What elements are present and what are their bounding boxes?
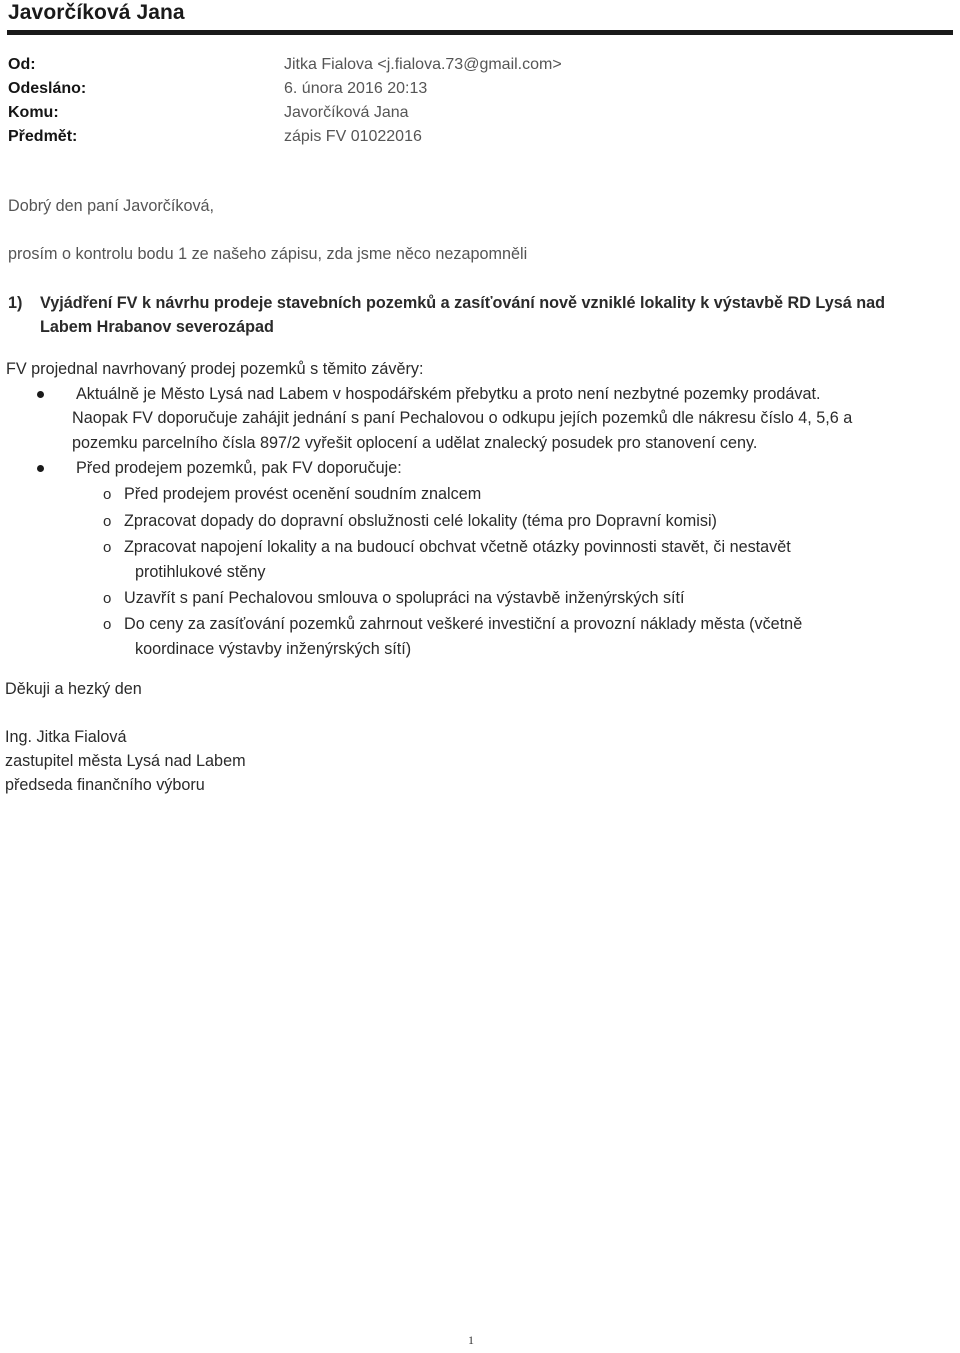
bullet-text-line: pozemku parcelního čísla 897/2 vyřešit oplocení a udělat znalecký posudek pro stanovení ceny. (72, 434, 758, 452)
to-label: Komu: (8, 104, 59, 121)
signature-name: Ing. Jitka Fialová (5, 728, 127, 746)
sub-item-text-line: Uzavřít s paní Pechalovou smlouva o spolupráci na výstavbě inženýrských sítí (124, 589, 685, 607)
signature-role: zastupitel města Lysá nad Labem (5, 752, 246, 770)
header-divider (7, 30, 953, 35)
sub-item-text-line: Zpracovat napojení lokality a na budoucí obchvat včetně otázky povinnosti stavět, či nestavět (124, 538, 791, 556)
agenda-item-title-line: Labem Hrabanov severozápad (40, 318, 274, 336)
sub-bullet-marker: o (103, 513, 112, 530)
from-value: Jitka Fialova <j.fialova.73@gmail.com> (284, 56, 562, 73)
bullet-marker (37, 391, 44, 398)
sub-bullet-marker: o (103, 539, 112, 556)
sub-bullet-marker: o (103, 486, 112, 503)
sub-item-text-line: protihlukové stěny (135, 563, 266, 581)
request-text: prosím o kontrolu bodu 1 ze našeho zápisu, zda jsme něco nezapomněli (8, 245, 528, 263)
greeting-text: Dobrý den paní Javorčíková, (8, 197, 215, 215)
to-row (8, 101, 908, 125)
agenda-item-number: 1) (8, 294, 23, 312)
bullet-text-line: Naopak FV doporučuje zahájit jednání s paní Pechalovou o odkupu jejích pozemků dle nákresu číslo 4, 5,6 a (72, 409, 853, 427)
sub-item-text-line: Zpracovat dopady do dopravní obslužnosti celé lokality (téma pro Dopravní komisi) (124, 512, 717, 530)
sub-item-text-line: Do ceny za zasíťování pozemků zahrnout veškeré investiční a provozní náklady města (včetně (124, 615, 803, 633)
subject-value: zápis FV 01022016 (284, 128, 422, 145)
sent-value: 6. února 2016 20:13 (284, 80, 428, 97)
from-row (8, 53, 908, 77)
sub-item-text-line: koordinace výstavby inženýrských sítí) (135, 640, 412, 658)
sent-row (8, 77, 908, 101)
signature-role: předseda finančního výboru (5, 776, 205, 794)
email-header-block (8, 53, 908, 149)
from-label: Od: (8, 56, 36, 73)
closing-text: Děkuji a hezký den (5, 680, 142, 698)
bullet-text-line: Aktuálně je Město Lysá nad Labem v hospodářském přebytku a proto není nezbytné pozemky prodávat. (76, 385, 821, 403)
sent-label: Odesláno: (8, 80, 87, 97)
subject-row (8, 125, 908, 149)
mailbox-owner-name: Javorčíková Jana (8, 1, 185, 24)
conclusions-intro: FV projednal navrhovaný prodej pozemků s těmito závěry: (6, 360, 424, 378)
sub-item-text-line: Před prodejem provést ocenění soudním znalcem (124, 485, 482, 503)
sub-bullet-marker: o (103, 590, 112, 607)
page-number: 1 (468, 1333, 474, 1347)
bullet-text-line: Před prodejem pozemků, pak FV doporučuje: (76, 459, 402, 477)
to-value: Javorčíková Jana (284, 104, 409, 121)
bullet-marker (37, 465, 44, 472)
agenda-item-title-line: Vyjádření FV k návrhu prodeje stavebních pozemků a zasíťování nově vzniklé lokality k výstavbě RD Lysá nad (40, 294, 886, 312)
sub-bullet-marker: o (103, 616, 112, 633)
subject-label: Předmět: (8, 128, 78, 145)
